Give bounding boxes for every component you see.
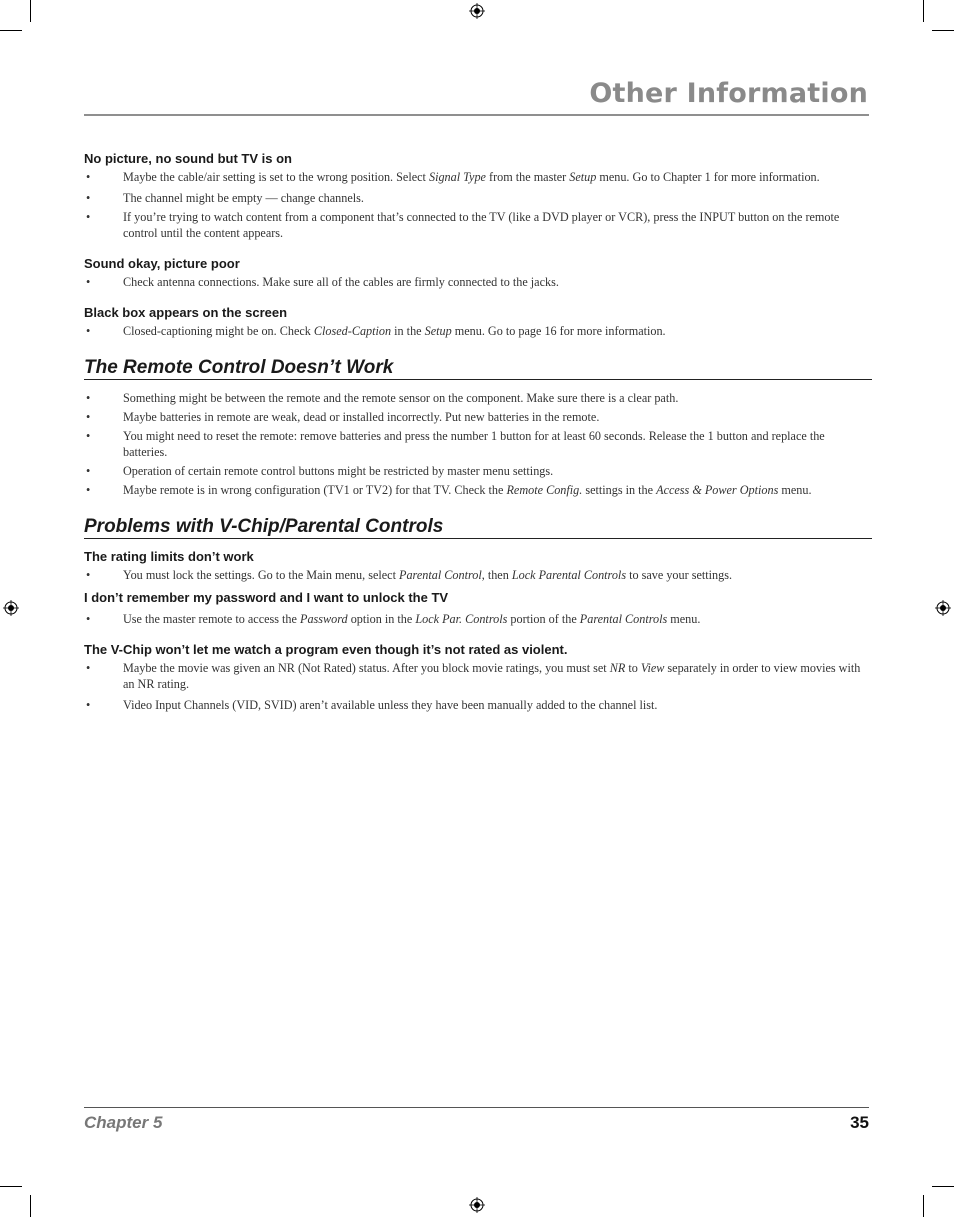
crop-mark — [932, 30, 954, 31]
list-item: • Video Input Channels (VID, SVID) aren’t available unless they have been manually added to the channel list. — [86, 698, 658, 712]
crop-mark — [932, 1186, 954, 1187]
bullet: • — [86, 191, 91, 205]
footer-rule — [84, 1107, 869, 1108]
list-item: • Use the master remote to access the Password option in the Lock Par. Controls portion of the Parental Controls menu. — [86, 612, 701, 626]
list-item: • You must lock the settings. Go to the Main menu, select Parental Control, then Lock Parental Controls to save your settings. — [86, 568, 733, 582]
bullet-list — [84, 567, 872, 583]
list-item: • Maybe remote is in wrong configuration (TV1 or TV2) for that TV. Check the Remote Config. settings in the Access & Power Options menu. — [86, 483, 812, 497]
bullet: • — [86, 483, 91, 497]
list-item: • Maybe batteries in remote are weak, dead or installed incorrectly. Put new batteries in the remote. — [86, 410, 600, 424]
bullet: • — [86, 568, 91, 582]
bullet: • — [86, 170, 91, 184]
subheading-black-box: Black box appears on the screen — [84, 305, 288, 320]
crop-mark — [923, 0, 924, 22]
bullet: • — [86, 661, 91, 675]
bullet-list — [84, 390, 872, 498]
list-item: • If you’re trying to watch content from a component that’s connected to the TV (like a DVD player or VCR), press the INPUT button on the remote control until the content appears. — [86, 210, 840, 240]
list-item: • Something might be between the remote and the remote sensor on the component. Make sure there is a clear path. — [86, 391, 679, 405]
bullet: • — [86, 698, 91, 712]
footer-chapter: Chapter 5 — [84, 1113, 163, 1132]
bullet-list — [84, 169, 872, 241]
bullet: • — [86, 429, 91, 443]
section-title-remote: The Remote Control Doesn’t Work — [84, 357, 872, 380]
subheading-no-picture: No picture, no sound but TV is on — [84, 151, 292, 166]
section-title-vchip: Problems with V-Chip/Parental Controls — [84, 516, 872, 539]
subheading-rating-limits: The rating limits don’t work — [84, 549, 254, 564]
registration-mark-icon — [469, 3, 485, 19]
bullet-list — [84, 660, 872, 713]
crop-mark — [923, 1195, 924, 1217]
subheading-sound-okay: Sound okay, picture poor — [84, 256, 240, 271]
crop-mark — [0, 30, 22, 31]
page-title: Other Information — [589, 78, 868, 109]
bullet: • — [86, 612, 91, 626]
bullet: • — [86, 410, 91, 424]
list-item: • Maybe the movie was given an NR (Not Rated) status. After you block movie ratings, you must set NR to View separately in order to view movies with an NR rating. — [86, 661, 861, 691]
subheading-password: I don’t remember my password and I want to unlock the TV — [84, 590, 449, 605]
bullet: • — [86, 391, 91, 405]
registration-mark-icon — [469, 1197, 485, 1213]
crop-mark — [30, 0, 31, 22]
crop-mark — [0, 1186, 22, 1187]
list-item: • You might need to reset the remote: remove batteries and press the number 1 button for at least 60 seconds. Release the 1 button and replace the batteries. — [86, 429, 825, 459]
list-item: • Maybe the cable/air setting is set to the wrong position. Select Signal Type from the master Setup menu. Go to Chapter 1 for more information. — [86, 170, 820, 184]
subheading-vchip-program: The V-Chip won’t let me watch a program even though it’s not rated as violent. — [84, 642, 568, 657]
crop-mark — [30, 1195, 31, 1217]
bullet-list — [84, 611, 872, 627]
page-content — [84, 151, 872, 716]
bullet: • — [86, 324, 91, 338]
title-rule — [84, 114, 869, 116]
list-item: • The channel might be empty — change channels. — [86, 191, 364, 205]
bullet: • — [86, 210, 91, 224]
registration-mark-icon — [3, 600, 19, 616]
bullet: • — [86, 275, 91, 289]
list-item: • Closed-captioning might be on. Check Closed-Caption in the Setup menu. Go to page 16 for more information. — [86, 324, 666, 338]
registration-mark-icon — [935, 600, 951, 616]
bullet-list — [84, 274, 872, 290]
list-item: • Check antenna connections. Make sure all of the cables are firmly connected to the jacks. — [86, 275, 559, 289]
list-item: • Operation of certain remote control buttons might be restricted by master menu settings. — [86, 464, 554, 478]
page-number: 35 — [850, 1113, 869, 1132]
bullet-list — [84, 323, 872, 339]
bullet: • — [86, 464, 91, 478]
